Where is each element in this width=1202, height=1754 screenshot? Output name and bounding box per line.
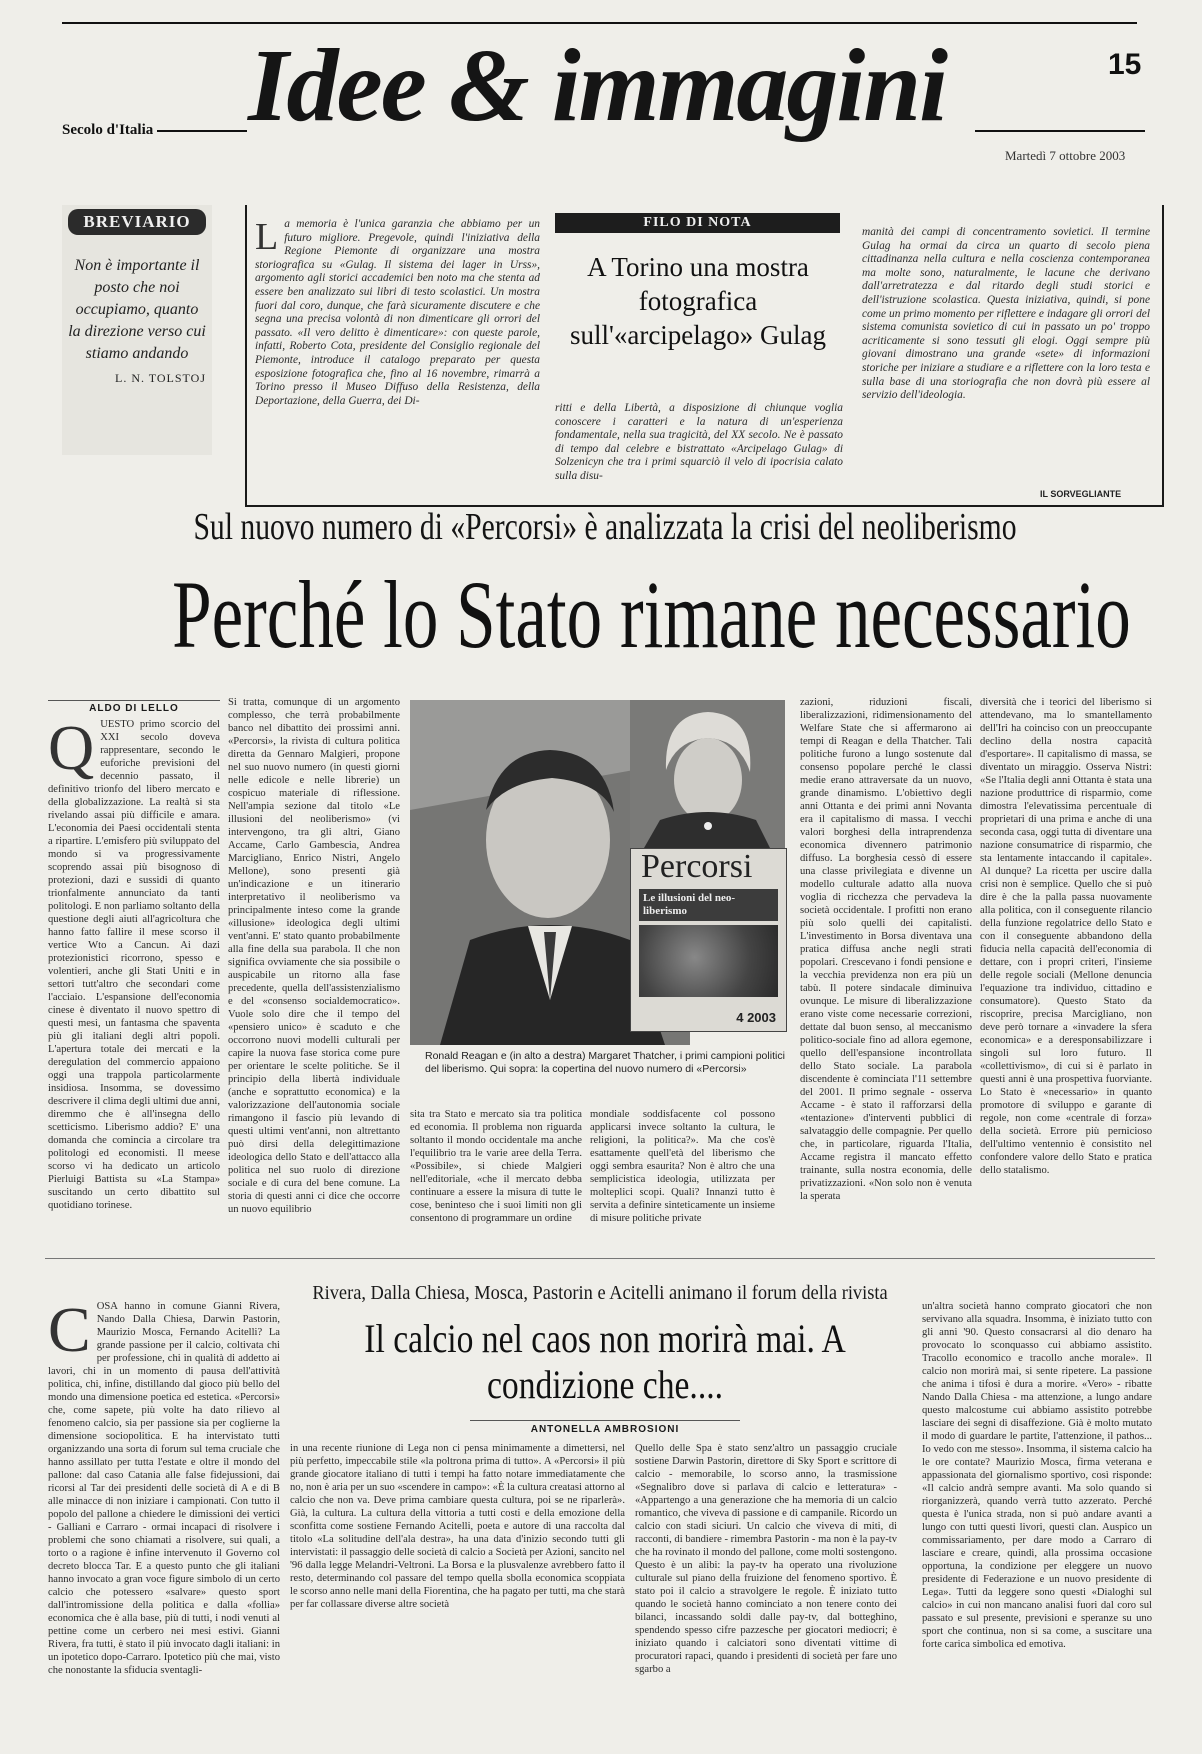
calcio-byline: ANTONELLA AMBROSIONI	[530, 1424, 680, 1435]
cover-issue: 4 2003	[736, 1010, 776, 1025]
calcio-headline: Il calcio nel caos non morirà mai. A condizione che....	[364, 1316, 846, 1407]
main-kicker: Sul nuovo numero di «Percorsi» è analizzata la crisi del neoliberismo	[193, 506, 1017, 548]
thatcher-portrait-icon	[630, 700, 785, 848]
main-col-3: sita tra Stato e mercato sia tra politica ed economia. Il problema non riguarda soltanto il mondo occidentale ma anche l'equilibrio tra le varie aree della Terra. «Possibile», si chiede Malgieri nell'editoriale, «che il mercato debba continuare a essere la misura di tutte le cose, beninteso che i suoi limiti non gli consentono di programmare un ordine	[410, 1109, 582, 1224]
filo-col-3: manità dei campi di concentramento sovietici. Il termine Gulag ha ormai da circa un quarto di secolo piena cittadinanza nella cultura e nella coscienza contemporanea ma molte sono, naturalmente, le lacune che derivano dall'arretratezza e dal ritardo degli studi storici e dell'istruzione scolastica. Questa iniziativa, quindi, si pone come un primo momento per riflettere e indagare gli orrori del sistema comunista sovietico di cui in passato un po' troppo acriticamente si sono tessuti gli elogi. Oggi sempre più giovani dimostrano una grande «sete» di informazioni storiche per iniziare a studiare e a riflettere con la loro testa e sulla base di una storiografia che non dovrà più essere al servizio dell'ideologia.	[862, 226, 1150, 402]
calcio-kicker: Rivera, Dalla Chiesa, Mosca, Pastorin e Acitelli animano il forum della rivista	[312, 1282, 888, 1304]
calcio-col-3: Quello delle Spa è stato senz'altro un passaggio cruciale sostiene Darwin Pastorin, direttore di Sky Sport e scrittore di calcio - memorabile, lo scorso anno, la trasmissione «Segnalibro dove si parlava di calcio e letteratura» - «Appartengo a una generazione che ha memoria di un calcio romantico, che viveva di passione e di campanile. Ricordo un calcio con stadi siciuri. Un calcio che viveva di miti, di racconti, di bandiere - rimembra Pastorin - ma non è la pay-tv che ha rovinato il mondo del pallone, come molti sostengono. Questo è un alibi: la pay-tv ha operato una rivoluzione culturale sul piano della fruizione del fenomeno sportivo. È stato poi il calcio a stravolgere le regole. È iniziato tutto quando le società hanno cominciato a non tenere conto dei bilanci, incassando soldi dalle pay-tv, dal botteghino, spendendo spesso cifre pazzesche per giocatori mediocri; è iniziato quando i calciatori sono diventati vittime di procuratori rapaci, quando i presidenti di società per fare uno sgarbo a	[635, 1443, 897, 1675]
section-title: Idee & immagini	[248, 28, 946, 143]
percorsi-cover	[630, 848, 787, 1032]
breviario-quote: Non è importante il posto che noi occupiamo, quanto la direzione verso cui stiamo andando	[68, 257, 206, 362]
page-number: 15	[1108, 48, 1142, 81]
filo-col-2: ritti e della Libertà, a disposizione di chiunque voglia conoscere i caratteri e la natura di un'esperienza fondamentale, nella sua tragicità, del XX secolo. Ne è passato di tempo dal celebre e bistrattato «Arcipelago Gulag» di Solzenicyn che tra i primi squarciò il velo di ipocrisia calato sulla disu-	[555, 402, 843, 482]
cover-title: Percorsi	[641, 848, 753, 885]
breviario-box	[62, 205, 212, 455]
calcio-col-4: un'altra società hanno comprato giocatori che non servivano alla squadra. Insomma, è iniziato tutto con gli anni '90. Questo consacrarsi al dio denaro ha provocato lo sconquasso cui abbiamo assistito. Tracollo economico e tracollo anche morale». Il calcio non morirà mai, si sente ripetere. La passione che anima i tifosi è dura a morire. «Vero» - ribatte Nando Dalla Chiesa - ma attenzione, a lungo andare questo malcostume cui abbiamo assistito potrebbe lasciare dei segni di disaffezione. Già è molto mutato il modo di guardare le partite, l'attenzione, il pathos... Io vedo con me stesso». Insomma, il sistema calcio ha le ore contate? Maurizio Mosca, firma veterana e appassionata del giornalismo sportivo, così risponde: «Il calcio andrà sempre avanti. Ma solo quando si riorganizzerà, quando verrà tutto azzerato. Perché questa è l'unica strada, non si può andare avanti a lungo con tutti questi livori, questi clan. Auspico un commissariamento, per dare modo a Carraro di lasciare e creare, quindi, alla prossima occasione opportuna, la condizione per eleggere un nuovo presidente di Federazione e un nuovo presidente di Lega». Tutti da leggere sono questi «Dialoghi sul calcio» in cui non mancano analisi fuori dal coro sul passato e sul presente, previsioni e speranze su uno sport che continua, non si sa come, a suscitare una forte carica simbolica ed emotiva.	[922, 1301, 1152, 1650]
thatcher-photo	[630, 700, 785, 848]
masthead-name: Secolo d'Italia	[62, 122, 157, 139]
main-col-4: mondiale soddisfacente col possono applicarsi invece soltanto la cultura, le religioni, la politica?». Ma che cos'è esattamente quell'età del liberismo che oggi sembra esaurita? Non è altro che una semplicistica ideologia, utilizzata per molteplici scopi. Quali? Innanzi tutto è servita a definire sinteticamente un insieme di misure politiche private	[590, 1109, 775, 1224]
breviario-label: BREVIARIO	[68, 209, 206, 235]
main-byline: ALDO DI LELLO	[89, 703, 179, 714]
cover-subtitle: Le illusioni del neo-liberismo	[639, 889, 778, 921]
calcio-col-1-text: OSA hanno in comune Gianni Rivera, Nando Dalla Chiesa, Darwin Pastorin, Maurizio Mosca, Fernando Acitelli? La grande passione per il calcio, coltivata chi per professione, chi in qualità di addetto ai lavori, chi in un momento di pausa dell'attività politica, chi, infine, distillando dal gioco più bello del mondo una dimensione poetica ed estetica. «Percorsi» che, come sapete, più volte ha dato rilievo al fenomeno calcio, sia per passione sia per coglierne la dimensione sociopolitica. E ha intervistato tutti organizzando una sorta di forum sul tema cruciale che hanno assillato per tutta l'estate e oltre il mondo del pallone: dal caso Catania alle false fidejussioni, dai ricorsi al Tar dei presidenti delle società di A e di B alle minacce di non iniziare i campionati. Con tutto il popolo del pallone a chiedere le dimissioni dei vertici - Galliani e Carraro - ormai incapaci di risolvere i problemi che sono chiamati a risolvere, sui quali, a torto o a ragione è infine intervenuto il Governo col decreto blocca Tar. E a questo punto che gli italiani hanno invocato a gran voce figure simbolo di un certo calcio che potessero «salvare» questo sport dall'intromissione della politica e dalla «follia» economica che è alla base, più di tutti, i nodi venuti al pettine come un cerbero nei mesi estivi. Gianni Rivera, fra tutti, è stato il più invocato dagli italiani: in un ipotetico dopo-Carraro. Ipotetico più che mai, visto che nonostante la sfiducia sventagli-	[48, 1301, 280, 1676]
main-col-2: Si tratta, comunque di un argomento complesso, che terrà probabilmente banco nel dibattito dei prossimi anni. «Percorsi», la rivista di cultura politica diretta da Gennaro Malgieri, propone nel suo nuovo numero (in questi giorni nelle edicole e nelle librerie) un cospicuo materiale di riflessione. Nell'ampia sezione dal titolo «Le illusioni del neoliberismo» (vi intervengono, tra gli altri, Giano Accame, Carlo Gambescia, Andrea Marcigliano, Enrico Nistri, Angelo Mellone), sono presenti già un'indicazione e un itinerario interpretativo il neoliberismo va principalmente inteso come la grande «illusione» ideologica degli ultimi vent'anni. E' stato quanto probabilmente alla fine della sua parabola. Il che non significa ovviamente che sia possibile o auspicabile un ritorno alla fase precedente, quella dell'assistenzialismo e del «consenso socialdemocratico». Vuole solo dire che il tempo del «pensiero unico» è scaduto e che occorrono nuovi modelli culturali per capire la nuova fase storica come pure per orientare le scelte politiche. Se il principio della libertà individuale (anche e soprattutto economica) e la valorizzazione dell'autonomia sociale rimangono il fascio più levando di questi ultimi vent'anni, non altrettanto può dirsi della delegittimazione ideologica dello Stato e dell'attacco alla politica nel suo ruolo di direzione sociale e di cura del bene comune. La storia di questi anni ci dice che occorre un nuovo equilibrio	[228, 697, 400, 1215]
main-headline: Perché lo Stato rimane necessario	[172, 561, 1131, 668]
main-col-1-text: UESTO primo scorcio del XXI secolo doveva rappresentare, secondo le euforiche previsioni del decennio passato, il definitivo trionfo del libero mercato e della globalizzazione. La realtà si sta rivelando assai più difficile e amara. L'economia dei Paesi occidentali stenta a ripartire. L'emisfero più sviluppato del mondo si va progressivamente scoprendo assai più bisognoso di protezioni, dazi e sussidi di quanto trionfalmente annunciato da tanti politologi. E non parliamo soltanto della questione degli aiuti all'agricoltura che hanno fatto fallire il mese scorso il vertice Wto a Cancun. Ai dazi protezionistici ricorrono, spesso e volentieri, anche gli Stati Uniti e in settori tutt'altro che secondari come l'acciaio. L'espansione dell'economia cinese è diventato il nuovo spettro di questi mesi, un fantasma che spaventa più gli italiani degli altri popoli. L'apertura totale dei mercati e la deregulation del commercio appaiono oggi una trappola particolarmente insidiosa. Insomma, se dovessimo descrivere il clima degli ultimi due anni, diremmo che è all'insegna dello scetticismo. Liberismo addio? E' una domanda che comincia a circolare tra politologi ed economisti. Il meese scorso vi ha dedicato un articolo Pierluigi Battista su «La Stampa» suscitando un certo dibattito sul quotidiano torinese.	[48, 719, 220, 1211]
filo-col-1-text: a memoria è l'unica garanzia che abbiamo per un futuro migliore. Pregevole, quindi l'iniziativa della Regione Piemonte di organizzare una mostra storiografica su «Gulag. Il sistema dei lager in Urss», argomento agli storici accademici ben noto ma che stenta ad essere ben analizzato sui libri di testo scolastici. Un mostra fuori dal coro, dunque, che farà sicuramente discutere e che segna una precisa volontà di non dimenticare gli orrori del passato. «Il vero delitto è dimenticare»: con queste parole, infatti, Roberto Cota, presidente del Consiglio regionale del Piemonte, introduce il catalogo preparato per questa esposizione fotografica che, fino al 16 novembre, rimarrà a Torino presso il Museo Diffuso della Resistenza, della Deportazione, della Guerra, dei Di-	[255, 218, 540, 407]
filo-signature: IL SORVEGLIANTE	[1040, 489, 1122, 499]
calcio-section-rule	[45, 1258, 1155, 1259]
header-top-rule	[62, 22, 1137, 24]
calcio-col-1: COSA hanno in comune Gianni Rivera, Nando Dalla Chiesa, Darwin Pastorin, Maurizio Mosca, Fernando Acitelli? La grande passione per il calcio, coltivata chi per professione, chi in qualità di addetto ai lavori, chi in un momento di pausa dell'attività politica, chi, infine, distillando dal gioco più bello del mondo una dimensione poetica ed estetica. «Percorsi» che, come sapete, più volte ha dato rilievo al fenomeno calcio, sia per passione sia per coglierne la dimensione sociopolitica. E ha intervistato tutti organizzando una sorta di forum sul tema cruciale che hanno assillato per tutta l'estate e oltre il mondo del pallone: dal caso Catania alle false fidejussioni, dai ricorsi al Tar dei presidenti delle società di A e di B alle minacce di non iniziare i campionati. Con tutto il popolo del pallone a chiedere le dimissioni dei vertici - Galliani e Carraro - ormai incapaci di risolvere i problemi che sono chiamati a risolvere, sui quali, a torto o a ragione è infine intervenuto il Governo col decreto blocca Tar. E a questo punto che gli italiani hanno invocato a gran voce figure simbolo di un certo calcio che potessero «salvare» questo sport dall'intromissione della politica e dalla «follia» economica che è alla base, più di tutti, i nodi venuti al pettine come un cerbero nei mesi estivi. Gianni Rivera, fra tutti, è stato il più invocato dagli italiani: in un ipotetico dopo-Carraro. Ipotetico più che mai, visto che nonostante la sfiducia sventagli-	[48, 1300, 280, 1676]
breviario-author: L. N. TOLSTOJ	[114, 371, 206, 385]
main-col-6: diversità che i teorici del liberismo si attendevano, ma lo smantellamento dell'Iri ha coinciso con un preoccupante declino della nostra capacità d'esportare». Il capitalismo di massa, se diventato un miraggio. Osserva Nistri: «Se l'Italia degli anni Ottanta è stata una nazione produttrice di risparmio, come dimostra l'elevatissima percentuale di proprietari di una prima e anche di una seconda casa, oggi tutta di diventare una nazione consumatrice di risparmio, che sta lentamente intaccando il capitale». Al dunque? La ricetta per uscire dalla crisi non è semplice. Quello che si può dire è che la palla passa nuovamente alla politica, con il conseguente rilancio della funzione regolatrice dello Stato e con il conseguente abbandono della fiducia nella capacità dell'economia di dettare, con i propri criteri, l'insieme delle regole sociali (Mellone denuncia l'equazione tra individuo, cittadino e consumatore). Questo Stato da riscoprire, precisa Marcigliano, non deve però tornare a «invadere la sfera economica» e a deresponsabilizzare i singoli sul loro futuro. Il «collettivismo», di cui si è parlato in questi anni è una prospettiva fuorviante. Lo Stato è «necessario» in quanto promotore di sviluppo e garante di regole, non come «centrale di forza» della società. Errore più pernicioso dell'ultimo ventennio è consistito nel confondere valore dello Stato e pratica dello statalismo.	[980, 697, 1152, 1176]
calcio-col-2: in una recente riunione di Lega non ci pensa minimamente a dimettersi, nel più perfetto, impeccabile stile «la poltrona prima di tutto». A «Percorsi» il più grande giocatore italiano di tutti i tempi ha fatto notare immediatamente che no, non è aria per un suo «scendere in campo»: «È la cultura creatasi attorno al calcio che non va. Deve prima cambiare questa cultura, poi se ne riparlerà». Già, la cultura. La cultura della vittoria a tutti costi e della emozione della sconfitta come sostiene Fernando Acitelli, poeta e autore di una raccolta dal titolo «La solitudine dell'ala destra», ha una data d'inizio secondo tutti gli intervistati: il passaggio delle società di calcio a Società per Azioni, sancito nel '96 dalla legge Melandri-Veltroni. La Borsa e la plusvalenze avrebbero fatto il resto, determinando col passare del tempo quella sbolla economica scoppiata le scorso anno nelle mani della Fiorentina, che ha pagato per tutti, ma che starà per far collassare diverse altre società	[290, 1443, 625, 1610]
cover-illustration	[639, 925, 778, 997]
byline-rule	[48, 700, 220, 701]
main-col-1: QUESTO primo scorcio del XXI secolo doveva rappresentare, secondo le euforiche previsioni del decennio passato, il definitivo trionfo del libero mercato e della globalizzazione. La realtà si sta rivelando assai più difficile e amara. L'economia dei Paesi occidentali stenta a ripartire. L'emisfero più sviluppato del mondo si va progressivamente scoprendo assai più bisognoso di protezioni, dazi e sussidi di quanto trionfalmente annunciato da tanti politologi. E non parliamo soltanto della questione degli aiuti all'agricoltura che hanno fatto fallire il mese scorso il vertice Wto a Cancun. Ai dazi protezionistici ricorrono, spesso e volentieri, anche gli Stati Uniti e in settori tutt'altro che secondari come l'acciaio. L'espansione dell'economia cinese è diventato il nuovo spettro di questi mesi, un fantasma che spaventa più gli italiani degli altri popoli. L'apertura totale dei mercati e la deregulation del commercio appaiono oggi una trappola particolarmente insidiosa. Insomma, se dovessimo descrivere il clima degli ultimi due anni, diremmo che è all'insegna dello scetticismo. Liberismo addio? E' una domanda che comincia a circolare tra politologi ed economisti. Il meese scorso vi ha dedicato un articolo Pierluigi Battista su «La Stampa» suscitando un certo dibattito sul quotidiano torinese.	[48, 718, 220, 1211]
photo-caption: Ronald Reagan e (in alto a destra) Margaret Thatcher, i primi campioni politici del liberismo. Qui sopra: la copertina del nuovo numero di «Percorsi»	[425, 1050, 785, 1075]
main-col-5: zazioni, riduzioni fiscali, liberalizzazioni, ridimensionamento del Welfare State che si affermarono ai tempi di Reagan e della Thatcher. Tali politiche furono a lungo sostenute dal consenso popolare perché le classi medie erano attraversate da un nuovo, grande dinamismo. L'obiettivo degli anni Ottanta e dei primi anni Novanta era il capitalismo di massa. I vecchi valori borghesi della intraprendenza economica divennero patrimonio diffuso. La borghesia cessò di essere una classe privilegiata e divenne un modello culturale adatto alla nuova voglia di ricchezza che pervadeva la società occidentale. I profitti non erano più solo quelli dei capitalisti. L'investimento in Borsa diventava una pratica diffusa anche negli strati popolari. Crescevano i fondi pensione e la vecchia previdenza non era più un tabù. Il potere sindacale diminuiva ovunque. Le misure di liberalizzazione erano viste come necessarie correzioni, dettate dal buon senso, al meccanismo politico-sociale fino ad allora egemone, quello dell'espansione incontrollata dello Stato sociale. La parabola discendente è cominciata l'11 settembre del 2001. Il primo segnale - osserva Accame - è stato il rafforzarsi della «tentazione» d'interventi pubblici di salvataggio delle compagnie. Per quello che, in particolare, riguarda l'Italia, Accame registra il mancato effetto trainante, sulla nostra economia, delle privatizzazioni. «Non solo non è venuta la sperata	[800, 697, 972, 1202]
filo-label: FILO DI NOTA	[555, 213, 840, 233]
filo-col-1: La memoria è l'unica garanzia che abbiamo per un futuro migliore. Pregevole, quindi l'iniziativa della Regione Piemonte di organizzare una mostra storiografica su «Gulag. Il sistema dei lager in Urss», argomento agli storici accademici ben noto ma che stenta ad essere ben analizzato sui libri di testo scolastici. Un mostra fuori dal coro, dunque, che farà sicuramente discutere e che segna una precisa volontà di non dimenticare gli orrori del passato. «Il vero delitto è dimenticare»: con queste parole, infatti, Roberto Cota, presidente del Consiglio regionale del Piemonte, introduce il catalogo preparato per questa esposizione fotografica che, fino al 16 novembre, rimarrà a Torino presso il Museo Diffuso della Resistenza, della Deportazione, della Guerra, dei Di-	[255, 218, 540, 407]
calcio-byline-rule	[470, 1420, 740, 1421]
filo-headline: A Torino una mostra fotografica sull'«arcipelago» Gulag	[569, 252, 827, 350]
header-right-rule	[975, 130, 1145, 132]
issue-date: Martedì 7 ottobre 2003	[1005, 148, 1126, 163]
